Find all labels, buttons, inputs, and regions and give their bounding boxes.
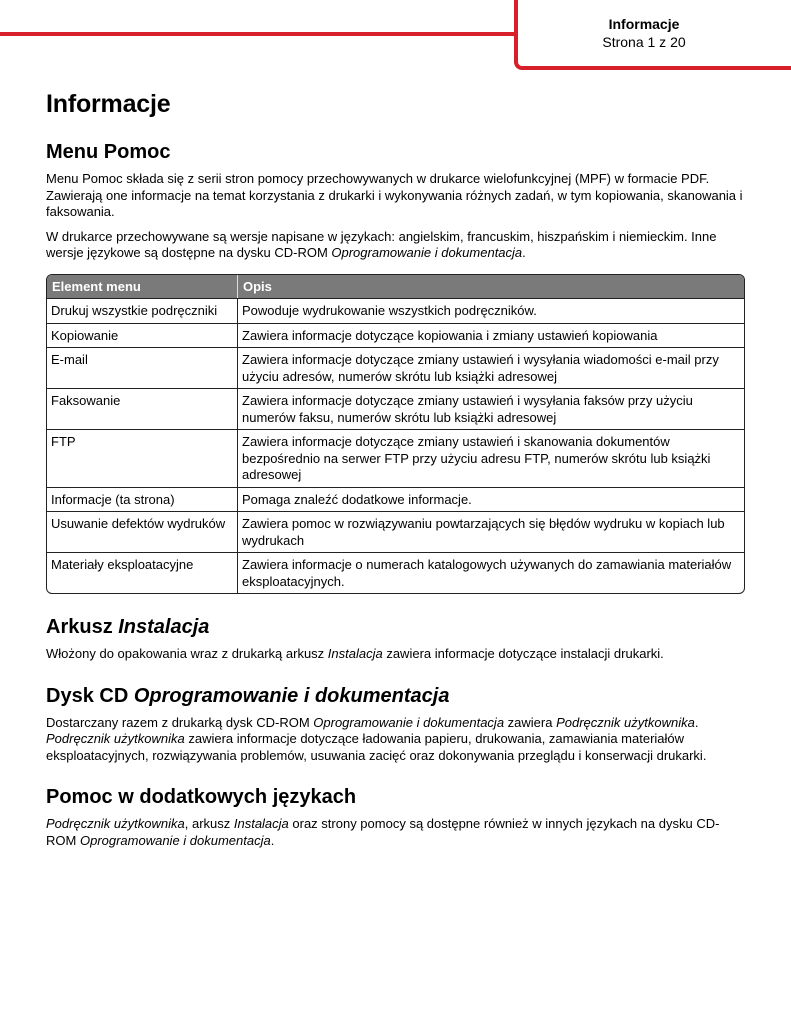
table-row xyxy=(47,347,744,388)
paragraph: Podręcznik użytkownika, arkusz Instalacja oraz strony pomocy są dostępne również w innych językach na dysku CD-ROM Oprogramowanie i dokumentacja. xyxy=(46,816,720,848)
paragraph: Dostarczany razem z drukarką dysk CD-ROM Oprogramowanie i dokumentacja zawiera Podręcznik użytkownika. Podręcznik użytkownika zawiera informacje dotyczące ładowania papieru, drukowania, zamawiania materiałów eksploatacyjnych, rozwiązywania problemów, usuwania zacięć oraz dokonywania przeglądu i konserwacji drukarki. xyxy=(46,714,707,763)
header-title: Informacje xyxy=(608,16,680,32)
table-cell: Kopiowanie xyxy=(47,323,238,348)
header-red-line xyxy=(0,32,518,36)
table-cell: Zawiera informacje dotyczące zmiany ustawień i skanowania dokumentów bezpośrednio na serwer FTP przy użyciu adresu FTP, numerów skrótu lub książki adresowej xyxy=(238,429,744,487)
table-row xyxy=(47,511,744,552)
column-header: Element menu xyxy=(47,275,238,299)
paragraph: W drukarce przechowywane są wersje napisane w językach: angielskim, francuskim, hiszpańskim i niemieckim. Inne wersje językowe są dostępne na dysku CD-ROM Oprogramowanie i dokumentacja. xyxy=(46,228,717,260)
column-header: Opis xyxy=(238,275,744,299)
table-row xyxy=(47,323,744,348)
section-dodatkowe-jezyki xyxy=(46,786,746,849)
table-cell: Zawiera informacje dotyczące zmiany ustawień i wysyłania faksów przy użyciu numerów faksu, numerów skrótu lub książki adresowej xyxy=(238,388,744,429)
paragraph: Menu Pomoc składa się z serii stron pomocy przechowywanych w drukarce wielofunkcyjnej (MPF) w formacie PDF. Zawierają one informacje na temat korzystania z drukarki i wykonywania różnych zadań, w tym kopiowania, skanowania i faksowania. xyxy=(46,171,743,219)
section-arkusz-instalacja xyxy=(46,616,746,663)
section-menu-pomoc xyxy=(46,141,746,594)
table-cell: Materiały eksploatacyjne xyxy=(47,552,238,593)
table-cell: Zawiera informacje o numerach katalogowych używanych do zamawiania materiałów eksploatacyjnych. xyxy=(238,552,744,593)
table-row xyxy=(47,298,744,323)
section-heading: Pomoc w dodatkowych językach xyxy=(46,786,357,808)
table-cell: FTP xyxy=(47,429,238,487)
section-heading: Dysk CD Oprogramowanie i dokumentacja xyxy=(46,684,450,707)
table-cell: Faksowanie xyxy=(47,388,238,429)
table-cell: Pomaga znaleźć dodatkowe informacje. xyxy=(238,487,744,512)
table-cell: Zawiera informacje dotyczące kopiowania i zmiany ustawień kopiowania xyxy=(238,323,744,348)
table-cell: Powoduje wydrukowanie wszystkich podręczników. xyxy=(238,298,744,323)
section-dysk-cd xyxy=(46,685,746,765)
table-cell: Zawiera pomoc w rozwiązywaniu powtarzających się błędów wydruku w kopiach lub wydrukach xyxy=(238,511,744,552)
table-cell: Drukuj wszystkie podręczniki xyxy=(47,298,238,323)
table-cell: Zawiera informacje dotyczące zmiany ustawień i wysyłania wiadomości e-mail przy użyciu adresów, numerów skrótu lub książki adresowej xyxy=(238,347,744,388)
section-heading: Menu Pomoc xyxy=(46,141,171,163)
table-header-row xyxy=(47,275,744,299)
table-row xyxy=(47,552,744,593)
document-content xyxy=(46,90,746,857)
table-cell: E-mail xyxy=(47,347,238,388)
menu-table xyxy=(46,274,745,595)
table-cell: Informacje (ta strona) xyxy=(47,487,238,512)
table-cell: Usuwanie defektów wydruków xyxy=(47,511,238,552)
header-page-number: Strona 1 z 20 xyxy=(602,34,686,50)
page-title: Informacje xyxy=(46,90,171,118)
paragraph: Włożony do opakowania wraz z drukarką arkusz Instalacja zawiera informacje dotyczące instalacji drukarki. xyxy=(46,646,664,661)
table-row xyxy=(47,429,744,487)
table-row xyxy=(47,487,744,512)
table-row xyxy=(47,388,744,429)
section-heading: Arkusz Instalacja xyxy=(46,616,210,638)
